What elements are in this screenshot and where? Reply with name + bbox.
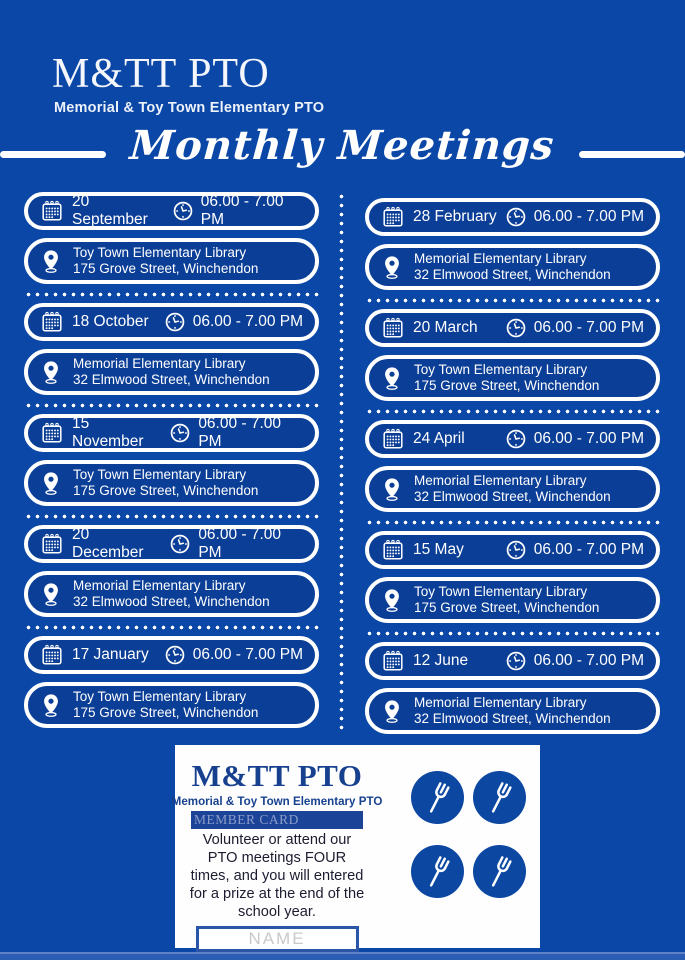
location-pill <box>24 349 319 395</box>
row-divider-dots <box>24 625 319 630</box>
venue-name: Toy Town Elementary Library <box>73 467 247 482</box>
venue-address: 175 Grove Street, Winchendon <box>414 600 600 615</box>
date-time-pill <box>365 420 660 458</box>
location-text <box>73 689 258 721</box>
time-group <box>164 644 303 666</box>
clock-icon <box>505 317 527 339</box>
fork-icon <box>411 845 465 899</box>
time-group <box>164 311 303 333</box>
row-divider-dots <box>365 520 660 525</box>
venue-address: 32 Elmwood Street, Winchendon <box>73 594 270 609</box>
meeting-block <box>24 414 319 519</box>
meeting-schedule <box>24 192 661 734</box>
section-title: Monthly Meetings <box>128 122 557 169</box>
location-text <box>73 356 270 388</box>
venue-name: Toy Town Elementary Library <box>73 245 247 260</box>
member-card-subtitle: Memorial & Toy Town Elementary PTO <box>171 795 383 808</box>
location-pin-icon <box>379 698 405 724</box>
location-pin-icon <box>379 254 405 280</box>
venue-name: Memorial Elementary Library <box>73 356 246 371</box>
meeting-time: 06.00 - 7.00 PM <box>200 193 284 228</box>
meeting-time: 06.00 - 7.00 PM <box>533 430 644 447</box>
date-time-pill <box>24 303 319 341</box>
date-time-pill <box>365 309 660 347</box>
clock-icon <box>505 650 527 672</box>
time-group <box>172 193 303 229</box>
member-card <box>171 745 540 948</box>
member-card-body-text: Volunteer or attend our PTO meetings FOUR times, and you will entered for a prize at the end of the school year. <box>189 832 365 920</box>
meeting-date: 24 April <box>413 430 465 447</box>
venue-address: 32 Elmwood Street, Winchendon <box>414 711 611 726</box>
calendar-icon <box>40 532 64 556</box>
location-pill <box>365 466 660 512</box>
location-pin-icon <box>38 248 64 274</box>
time-group <box>505 206 644 228</box>
punch-circle <box>411 845 464 898</box>
meeting-date: 20 March <box>413 319 478 336</box>
location-pin-icon <box>38 470 64 496</box>
location-pill <box>24 238 319 284</box>
calendar-icon <box>40 199 64 223</box>
clock-icon <box>505 206 527 228</box>
clock-icon <box>172 200 194 222</box>
calendar-icon <box>381 538 405 562</box>
fork-icon <box>411 771 465 825</box>
venue-address: 32 Elmwood Street, Winchendon <box>414 267 611 282</box>
date-time-pill <box>365 531 660 569</box>
brand-subtitle: Memorial & Toy Town Elementary PTO <box>54 100 325 116</box>
meeting-date: 20 December <box>72 526 144 561</box>
date-time-pill <box>24 525 319 563</box>
meeting-block <box>365 420 660 525</box>
row-divider-dots <box>365 298 660 303</box>
location-pill <box>24 682 319 728</box>
venue-name: Toy Town Elementary Library <box>414 584 588 599</box>
meeting-block <box>24 525 319 630</box>
meeting-time: 06.00 - 7.00 PM <box>533 652 644 669</box>
meeting-block <box>365 642 660 734</box>
meeting-date: 15 November <box>72 415 144 450</box>
name-input[interactable] <box>196 926 359 952</box>
meeting-time: 06.00 - 7.00 PM <box>192 646 303 663</box>
meeting-time: 06.00 - 7.00 PM <box>198 415 282 450</box>
punch-grid <box>411 771 526 936</box>
meeting-date: 20 September <box>72 193 148 228</box>
location-pin-icon <box>38 359 64 385</box>
meeting-time: 06.00 - 7.00 PM <box>533 319 644 336</box>
row-divider-dots <box>365 409 660 414</box>
venue-name: Memorial Elementary Library <box>73 578 246 593</box>
location-pin-icon <box>379 365 405 391</box>
venue-name: Toy Town Elementary Library <box>73 689 247 704</box>
punch-circle <box>473 845 526 898</box>
location-pin-icon <box>379 587 405 613</box>
schedule-column-right <box>365 192 660 734</box>
time-group <box>505 650 644 672</box>
calendar-icon <box>40 643 64 667</box>
location-text <box>73 467 258 499</box>
location-text <box>414 695 611 727</box>
clock-icon <box>505 428 527 450</box>
time-group <box>169 415 303 451</box>
punch-circle <box>411 771 464 824</box>
meeting-time: 06.00 - 7.00 PM <box>533 541 644 558</box>
venue-name: Toy Town Elementary Library <box>414 362 588 377</box>
row-divider-dots <box>365 631 660 636</box>
clock-icon <box>164 311 186 333</box>
time-group <box>169 526 303 562</box>
time-group <box>505 428 644 450</box>
location-pill <box>24 460 319 506</box>
date-time-pill <box>24 414 319 452</box>
calendar-icon <box>381 316 405 340</box>
meeting-block <box>24 192 319 297</box>
date-time-pill <box>24 636 319 674</box>
venue-address: 175 Grove Street, Winchendon <box>73 705 259 720</box>
clock-icon <box>169 533 191 555</box>
date-time-pill <box>365 198 660 236</box>
meeting-block <box>365 198 660 303</box>
location-pill <box>24 571 319 617</box>
time-group <box>505 317 644 339</box>
meeting-time: 06.00 - 7.00 PM <box>198 526 282 561</box>
brand-title: M&TT PTO <box>52 51 270 97</box>
row-divider-dots <box>24 403 319 408</box>
calendar-icon <box>381 427 405 451</box>
venue-name: Memorial Elementary Library <box>414 695 587 710</box>
venue-name: Memorial Elementary Library <box>414 473 587 488</box>
bottom-accent-bar <box>0 952 685 960</box>
location-pill <box>365 688 660 734</box>
meeting-time: 06.00 - 7.00 PM <box>192 313 303 330</box>
venue-address: 32 Elmwood Street, Winchendon <box>73 372 270 387</box>
row-divider-dots <box>24 514 319 519</box>
schedule-column-left <box>24 192 319 734</box>
calendar-icon <box>40 310 64 334</box>
clock-icon <box>169 422 191 444</box>
divider-rule-left <box>0 151 106 158</box>
location-text <box>414 362 599 394</box>
member-card-banner: MEMBER CARD <box>191 811 363 829</box>
section-divider <box>0 122 685 169</box>
venue-address: 175 Grove Street, Winchendon <box>414 378 600 393</box>
venue-name: Memorial Elementary Library <box>414 251 587 266</box>
meeting-block <box>365 531 660 636</box>
location-pill <box>365 577 660 623</box>
meeting-time: 06.00 - 7.00 PM <box>533 208 644 225</box>
fork-icon <box>473 845 527 899</box>
calendar-icon <box>40 421 64 445</box>
fork-icon <box>473 771 527 825</box>
date-time-pill <box>365 642 660 680</box>
punch-circle <box>473 771 526 824</box>
date-time-pill <box>24 192 319 230</box>
location-text <box>414 473 611 505</box>
location-text <box>73 578 270 610</box>
meeting-date: 28 February <box>413 208 497 225</box>
location-pill <box>365 244 660 290</box>
location-text <box>73 245 258 277</box>
meeting-block <box>24 303 319 408</box>
meeting-date: 17 January <box>72 646 149 663</box>
location-text <box>414 251 611 283</box>
location-text <box>414 584 599 616</box>
venue-address: 175 Grove Street, Winchendon <box>73 483 259 498</box>
meeting-date: 12 June <box>413 652 469 669</box>
member-card-left <box>171 758 383 948</box>
meeting-block <box>365 309 660 414</box>
name-placeholder: NAME <box>248 928 306 948</box>
clock-icon <box>164 644 186 666</box>
location-pin-icon <box>379 476 405 502</box>
meeting-block <box>24 636 319 728</box>
location-pill <box>365 355 660 401</box>
clock-icon <box>505 539 527 561</box>
member-card-title: M&TT PTO <box>191 758 363 793</box>
calendar-icon <box>381 205 405 229</box>
calendar-icon <box>381 649 405 673</box>
time-group <box>505 539 644 561</box>
meeting-date: 15 May <box>413 541 464 558</box>
location-pin-icon <box>38 692 64 718</box>
venue-address: 32 Elmwood Street, Winchendon <box>414 489 611 504</box>
row-divider-dots <box>24 292 319 297</box>
divider-rule-right <box>579 151 685 158</box>
location-pin-icon <box>38 581 64 607</box>
meeting-date: 18 October <box>72 313 149 330</box>
venue-address: 175 Grove Street, Winchendon <box>73 261 259 276</box>
